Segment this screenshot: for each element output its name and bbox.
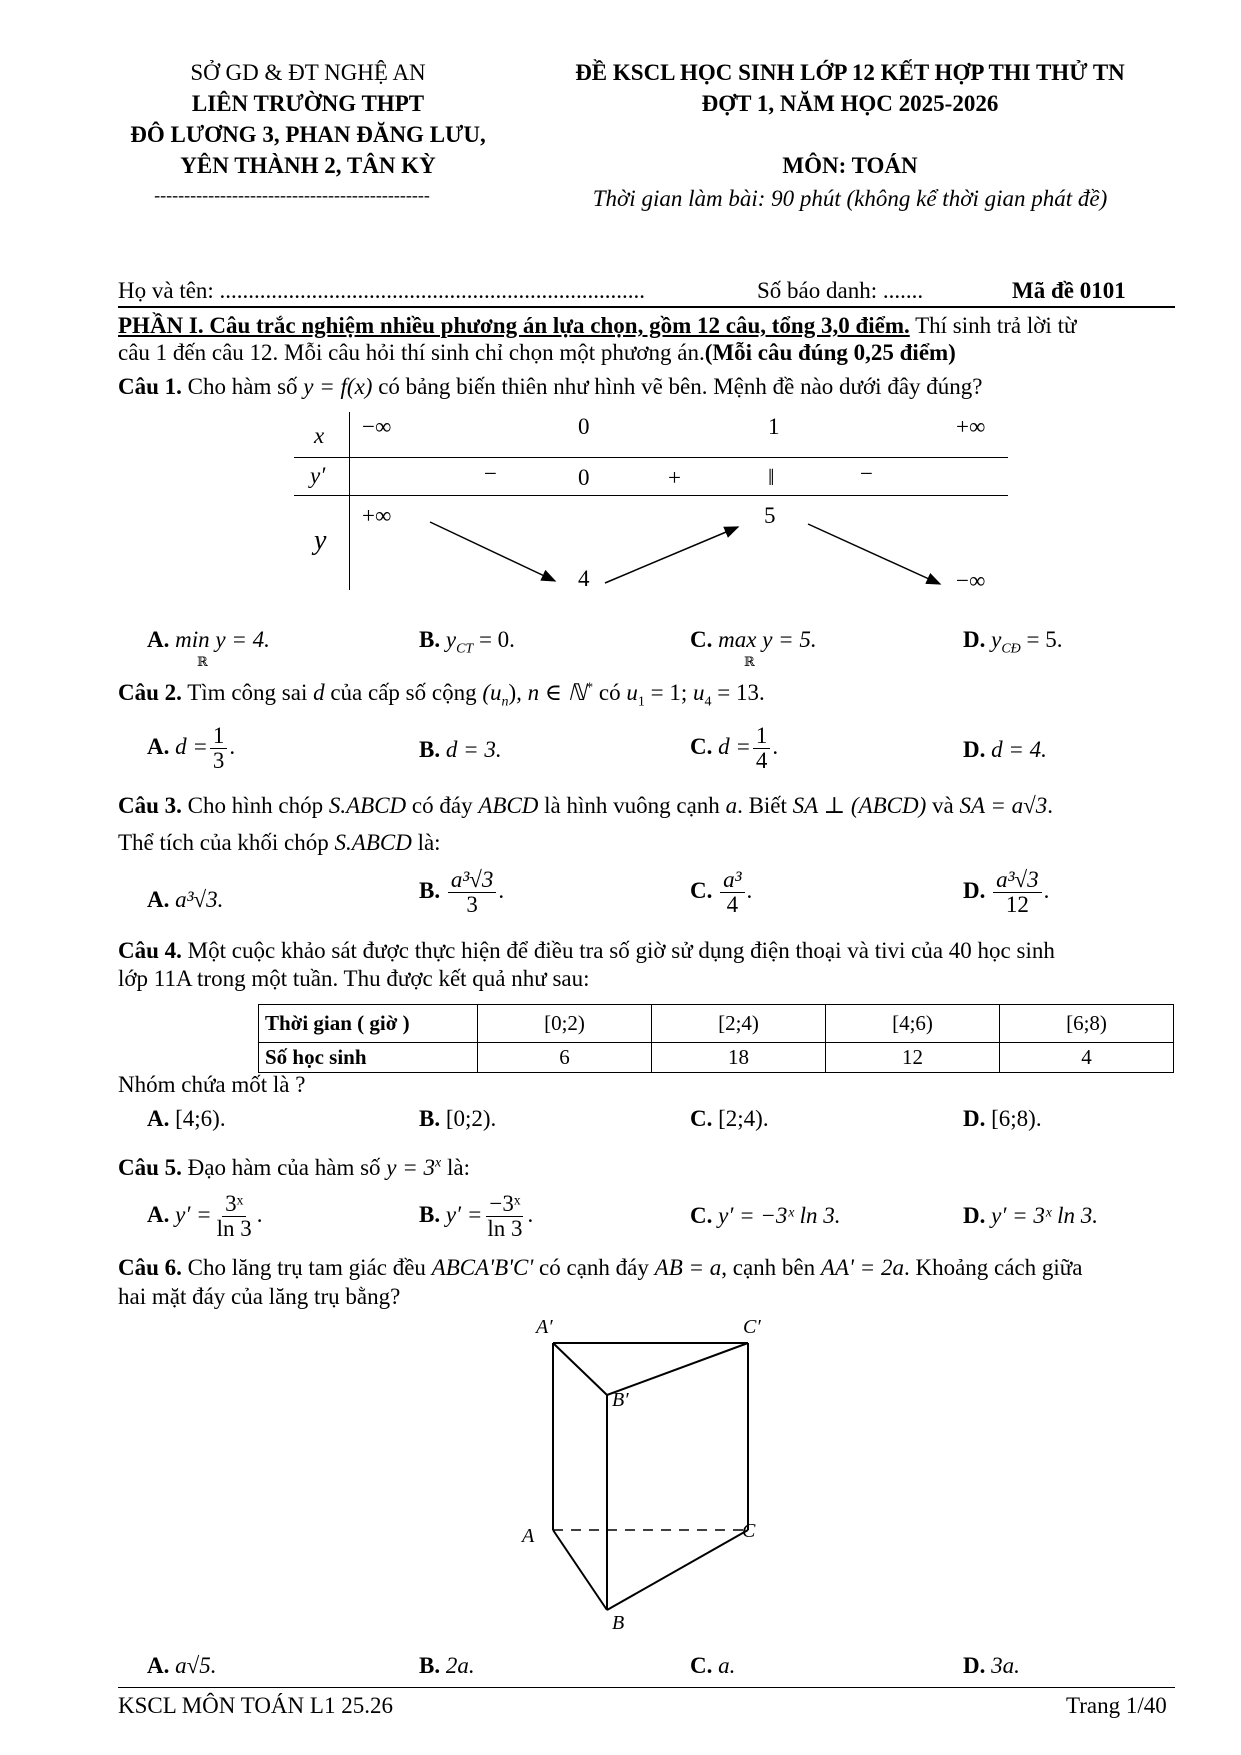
q2-option-b[interactable]: B. d = 3.: [419, 737, 502, 762]
question-5: Câu 5. Đạo hàm của hàm số $y = 3^x$ là:: [118, 1155, 470, 1180]
page-number: Trang 1/40: [1066, 1693, 1167, 1718]
bbt-x-pos-inf: +∞: [956, 414, 986, 439]
q5-option-a[interactable]: A. y′ = $\frac{\text{3ˣ}}{\ln 3}$ .: [147, 1191, 263, 1242]
question-4: Câu 4. Một cuộc khảo sát được thực hiện để điều tra số giờ sử dụng điện thoại và tivi của 40 học sinh: [118, 938, 1055, 963]
header-left-line4: YÊN THÀNH 2, TÂN KỲ: [180, 153, 436, 178]
bbt-y-neg-inf: −∞: [956, 568, 986, 593]
vertex-label-Ap: A′: [536, 1316, 553, 1338]
q1-func: y = f(x): [303, 374, 373, 399]
q5-option-c[interactable]: C. y′ = −3ˣ ln 3.: [690, 1203, 841, 1228]
q3-option-b[interactable]: B. $\frac{\text{a³√3}}{3}$ .: [419, 867, 505, 918]
bbt-sign-plus: +: [668, 465, 681, 490]
exam-round: ĐỢT 1, NĂM HỌC 2025-2026: [701, 91, 999, 116]
q4-option-c[interactable]: C. [2;4).: [690, 1106, 769, 1131]
q5-option-b[interactable]: B. y′ = $\frac{\text{−3ˣ}}{\ln 3}$ .: [419, 1191, 534, 1242]
q1-option-d[interactable]: D. $y_{CĐ} = 5$.: [963, 627, 1063, 657]
bbt-sign-undefined: ‖: [768, 465, 775, 490]
q1-label: Câu 1.: [118, 374, 182, 399]
q1-option-c[interactable]: C. max y = 5. ℝ: [690, 627, 817, 669]
part1-instruction: câu 1 đến câu 12. Mỗi câu hỏi thí sinh chỉ chọn một phương án.: [118, 340, 705, 365]
table-cell: 12: [826, 1043, 1000, 1073]
header-left-line2: LIÊN TRƯỜNG THPT: [191, 91, 425, 116]
q4-option-a[interactable]: A. [4;6).: [147, 1106, 226, 1131]
prism-edge-BpCp: [607, 1343, 748, 1395]
q2-option-c[interactable]: C. d = $\frac{1}{4}$ .: [690, 723, 779, 774]
question-4-line2: lớp 11A trong một tuần. Thu được kết quả như sau:: [118, 966, 590, 991]
question-3: Câu 3. Cho hình chóp S.ABCD có đáy ABCD là hình vuông cạnh a. Biết SA ⊥ (ABCD) và SA = a√3.: [118, 793, 1054, 818]
q1-post: có bảng biến thiên như hình vẽ bên. Mệnh đề nào dưới đây đúng?: [372, 374, 983, 399]
header-left-dashes: ----------------------------------------------: [154, 185, 430, 205]
q6-option-c[interactable]: C. a.: [690, 1653, 736, 1678]
table-header-count: Số học sinh: [259, 1043, 478, 1073]
question-4-ask: Nhóm chứa mốt là ?: [118, 1072, 306, 1097]
q6-option-b[interactable]: B. 2a.: [419, 1653, 475, 1678]
table-cell: [0;2): [478, 1005, 652, 1043]
question-2: Câu 2. Tìm công sai d của cấp số cộng $(u_n)$, n ∈ ℕ* có $u_1 = 1$; $u_4 = 13$.: [118, 680, 765, 710]
bbt-y-pos-inf: +∞: [362, 503, 392, 528]
exam-title: ĐỀ KSCL HỌC SINH LỚP 12 KẾT HỢP THI THỬ TN: [575, 60, 1125, 85]
q2-option-d[interactable]: D. d = 4.: [963, 737, 1047, 762]
prism-edge-BC: [607, 1530, 748, 1610]
student-id-line: Số báo danh: .......: [757, 278, 924, 303]
header-left-line1: SỞ GD & ĐT NGHỆ AN: [190, 60, 426, 85]
bbt-x-0: 0: [578, 414, 590, 439]
student-name-line: Họ và tên: ..........................................................................: [118, 278, 646, 303]
table-cell: 6: [478, 1043, 652, 1073]
bbt-x: x: [314, 423, 325, 448]
q4-option-b[interactable]: B. [0;2).: [419, 1106, 497, 1131]
question-6: Câu 6. Cho lăng trụ tam giác đều ABCA'B'C' có cạnh đáy AB = a, cạnh bên AA' = 2a. Khoảng cách giữa: [118, 1255, 1083, 1280]
q2-option-a[interactable]: A. d = $\frac{1}{3}$ .: [147, 723, 236, 774]
q1-option-b[interactable]: B. $y_{CT} = 0$.: [419, 627, 515, 657]
vertex-label-B: B: [612, 1612, 625, 1634]
part1-scoring: (Mỗi câu đúng 0,25 điểm): [704, 340, 956, 365]
bbt-yprime: y′: [310, 463, 326, 488]
bbt-y-min: 4: [578, 566, 590, 591]
q1-pre: Cho hàm số: [181, 374, 304, 399]
footer-left: KSCL MÔN TOÁN L1 25.26: [118, 1693, 393, 1718]
prism-edge-ApBp: [553, 1343, 607, 1395]
table-cell: [6;8): [1000, 1005, 1174, 1043]
question-3-line2: Thể tích của khối chóp S.ABCD là:: [118, 830, 441, 855]
table-cell: [2;4): [652, 1005, 826, 1043]
q3-option-c[interactable]: C. $\frac{\text{a³}}{4}$ .: [690, 867, 753, 918]
q3-option-d[interactable]: D. $\frac{\text{a³√3}}{12}$ .: [963, 867, 1050, 918]
question-6-line2: hai mặt đáy của lăng trụ bằng?: [118, 1284, 401, 1309]
vertex-label-Bp: B′: [612, 1389, 629, 1411]
bbt-sign-minus: −: [860, 461, 873, 486]
exam-time: Thời gian làm bài: 90 phút (không kể thời gian phát đề): [592, 186, 1108, 211]
bbt-x-1: 1: [768, 414, 780, 439]
part1-title: PHẦN I. Câu trắc nghiệm nhiều phương án lựa chọn, gồm 12 câu, tổng 3,0 điểm.: [118, 313, 910, 338]
exam-code: Mã đề 0101: [1012, 278, 1126, 303]
table-header-time: Thời gian ( giờ ): [259, 1005, 478, 1043]
bbt-y: y: [314, 525, 327, 556]
part1-rest: Thí sinh trả lời từ: [909, 313, 1077, 338]
q3-option-a[interactable]: A. a³√3.: [147, 887, 224, 912]
header-left-line3: ĐÔ LƯƠNG 3, PHAN ĐĂNG LƯU,: [130, 122, 486, 147]
vertex-label-A: A: [522, 1525, 535, 1547]
bbt-x-neg-inf: −∞: [362, 414, 392, 439]
vertex-label-Cp: C′: [743, 1316, 761, 1338]
prism-edge-AB: [553, 1530, 607, 1610]
bbt-sign-zero: 0: [578, 465, 590, 490]
table-cell: [4;6): [826, 1005, 1000, 1043]
q5-option-d[interactable]: D. y′ = 3ˣ ln 3.: [963, 1203, 1099, 1228]
bbt-sign-1: −: [484, 461, 497, 486]
table-cell: 4: [1000, 1043, 1174, 1073]
q1-option-a[interactable]: A. min y = 4. ℝ: [147, 627, 270, 669]
q6-option-a[interactable]: A. a√5.: [147, 1653, 217, 1678]
bbt-y-max: 5: [764, 503, 776, 528]
q6-option-d[interactable]: D. 3a.: [963, 1653, 1020, 1678]
q4-option-d[interactable]: D. [6;8).: [963, 1106, 1042, 1131]
table-cell: 18: [652, 1043, 826, 1073]
exam-subject: MÔN: TOÁN: [782, 153, 918, 178]
footer-divider: [118, 1687, 1175, 1688]
vertex-label-C: C: [742, 1520, 756, 1542]
